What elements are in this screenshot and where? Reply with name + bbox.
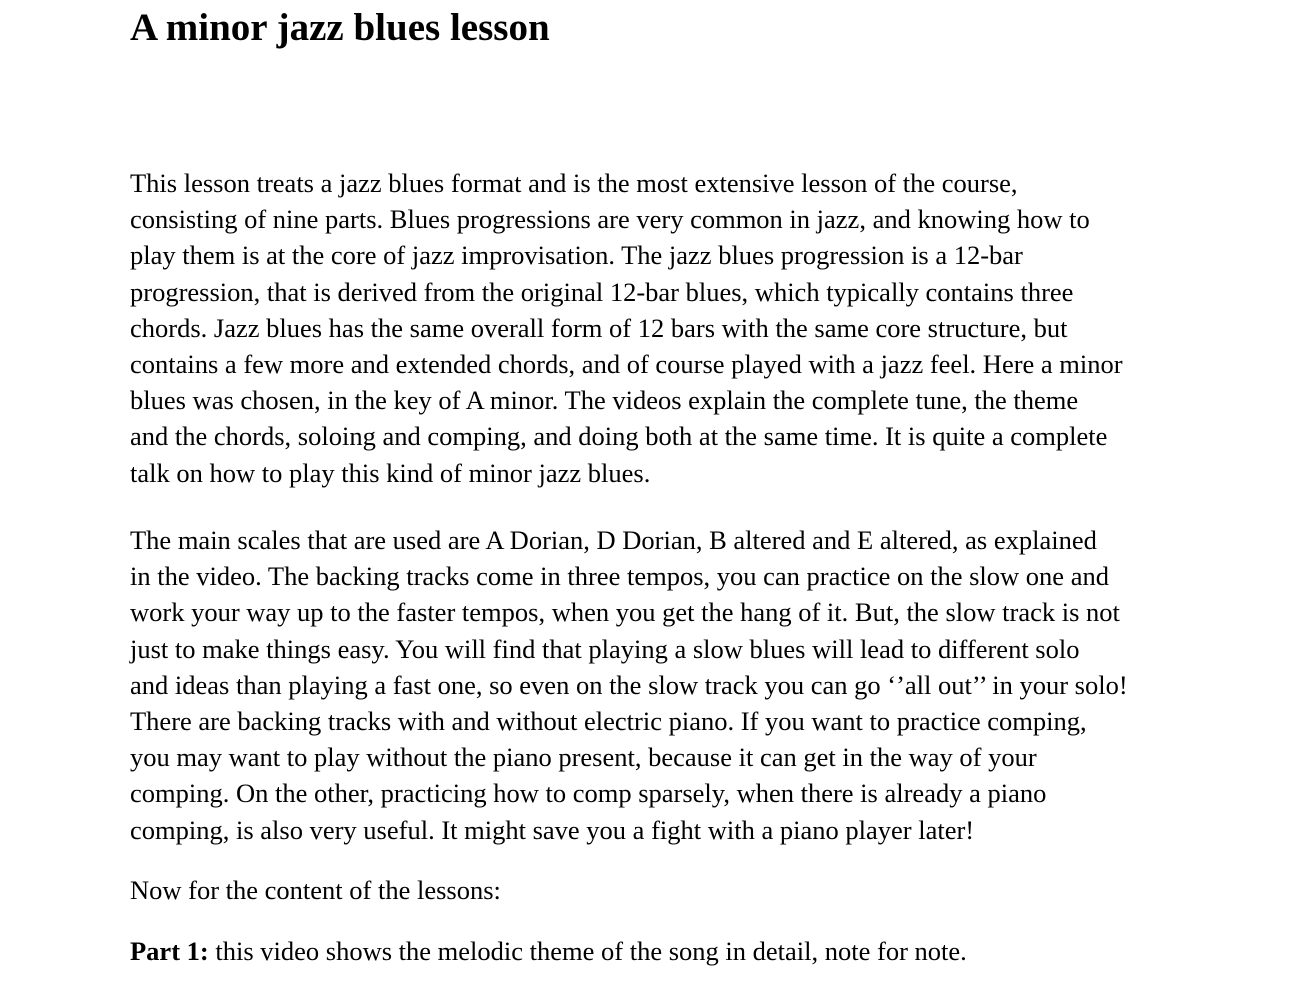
part-1-label: Part 1: — [130, 936, 209, 966]
intro-paragraph: This lesson treats a jazz blues format and is the most extensive lesson of the course, consisting of nine parts. Blues progressions are very common in jazz, and knowing how to play them is at the core of jazz improvisation. The jazz blues progression is a 12-bar progression, that is derived from the original 12-bar blues, which typically contains three chords. Jazz blues has the same overall form of 12 bars with the same core structure, but contains a few more and extended chords, and of course played with a jazz feel. Here a minor blues was chosen, in the key of A minor. The videos explain the complete tune, the theme and the chords, soloing and comping, and doing both at the same time. It is quite a complete talk on how to play this kind of minor jazz blues. — [130, 168, 1123, 488]
scales-paragraph: The main scales that are used are A Dorian, D Dorian, B altered and E altered, as explained in the video. The backing tracks come in three tempos, you can practice on the slow one and work your way up to the faster tempos, when you get the hang of it. But, the slow track is not just to make things easy. You will find that playing a slow blues will lead to different solo and ideas than playing a fast one, so even on the slow track you can go ‘’all out’’ in your solo! There are backing tracks with and without electric piano. If you want to practice comping, you may want to play without the piano present, because it can get in the way of your comping. On the other, practicing how to comp sparsely, when there is already a piano comping, is also very useful. It might save you a fight with a piano player later! — [130, 525, 1128, 845]
part-1-paragraph — [130, 933, 1230, 969]
content-intro-paragraph: Now for the content of the lessons: — [130, 875, 501, 905]
page-title: A minor jazz blues lesson — [130, 6, 550, 49]
part-1-description: this video shows the melodic theme of the song in detail, note for note. — [208, 936, 967, 966]
document-page — [130, 0, 1230, 966]
